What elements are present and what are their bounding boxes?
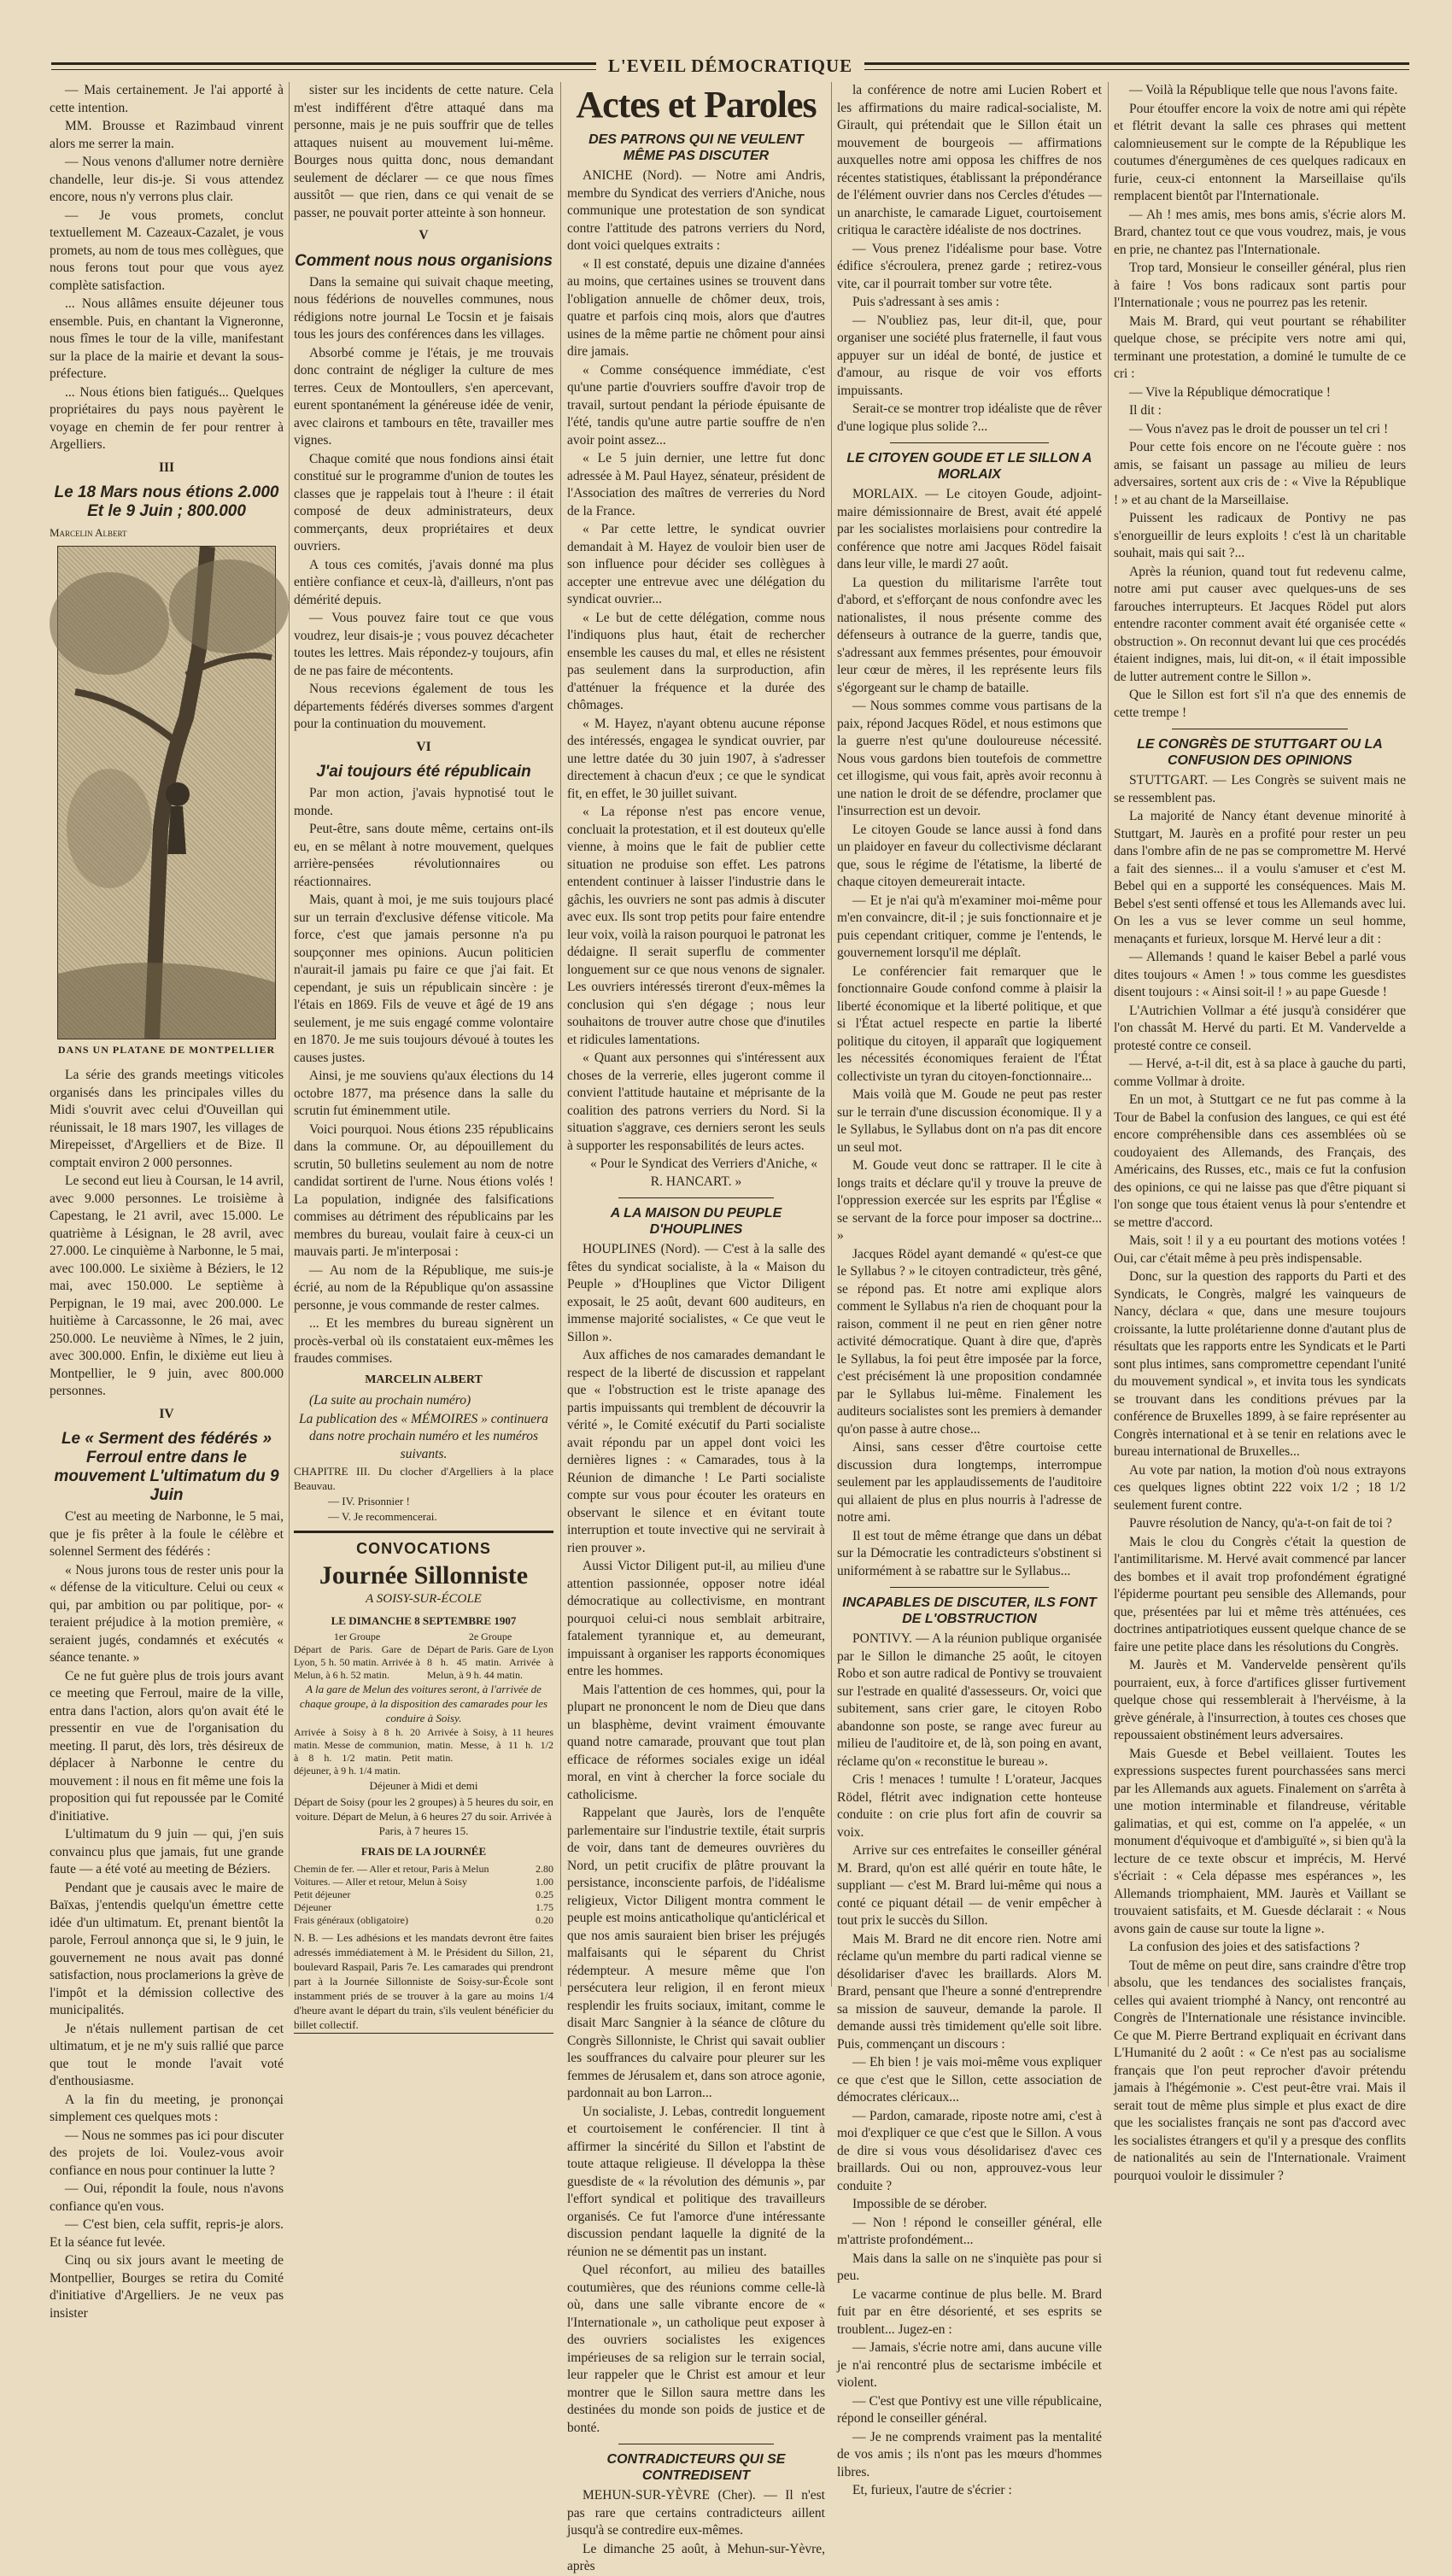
paragraph: A la fin du meeting, je prononçai simplement ces quelques mots : — [50, 2092, 284, 2124]
paragraph: La confusion des joies et des satisfactions ? — [1129, 1940, 1360, 1954]
section-number: III — [158, 460, 175, 475]
author-signature: MARCELIN ALBERT — [365, 1373, 483, 1386]
frais-row — [294, 1901, 553, 1914]
paragraph: — Nous venons d'allumer notre dernière chandelle, leur dis-je. Si vous attendez encore, nous n'y verrons plus clair. — [50, 155, 284, 204]
big-title: Actes et Paroles — [576, 84, 817, 126]
paragraph: La question du militarisme l'arrête tout d'abord, et s'efforçant de nous confondre avec les nationalistes, il nous présente comme des défenseurs à outrance de la guerre, tandis que, s'adressant aux femmes présentes, pour émouvoir leur cœur de mères, il les représente leurs fils s'égorgeant sur le champ de bataille. — [837, 575, 1102, 695]
section-heading: Comment nous nous organisions — [295, 251, 553, 270]
frais-row — [294, 1863, 553, 1876]
article-heading: LE CITOYEN GOUDE ET LE SILLON A MORLAIX — [846, 451, 1092, 482]
group-details: Départ de Paris. Gare de Lyon 8 h. 45 matin. Arrivée à Melun, à 9 h. 44 matin. — [427, 1642, 553, 1681]
paragraph: Mais M. Brard, qui veut pourtant se réhabiliter quelque chose, se précipite vers notre ami qui, terminant une protestation, a dominé le tumulte de ce cri : — [1114, 313, 1406, 381]
article-heading: LE CONGRÈS DE STUTTGART OU LA CONFUSION DES OPINIONS — [1137, 737, 1383, 768]
paragraph: — N'oubliez pas, leur dit-il, que, pour organiser une société plus fraternelle, il faut vous appuyer sur un idéal de bonté, de justice et d'amour, au risque de voir vos efforts impuissants. — [837, 313, 1102, 398]
group-details: Départ de Paris. Gare de Lyon, 5 h. 50 matin. Arrivée à Melun, à 6 h. 52 matin. — [294, 1642, 420, 1681]
paragraph: PONTIVY. — A la réunion publique organisée par le Sillon le dimanche 25 août, le citoyen Robo et son autre radical de Pontivy se trouvaient sur l'estrade en qualité d'assesseurs. Or, voici que subitement, sans crier gare, le citoyen Robo abandonne son poste, se range avec fureur au milieu de l'auditoire et, de là, son poing en avant, réclame qu'on « reconstitue le bureau ». — [837, 1631, 1102, 1769]
paragraph: « M. Hayez, n'ayant obtenu aucune réponse des intéressés, engagea le syndicat ouvrier, par une lettre datée du 30 juin 1907, à s'adresser directement à chacun d'eux ; ce que le syndicat fit, en effet, le 30 juillet suivant. — [567, 716, 825, 801]
article-heading: A LA MAISON DU PEUPLE D'HOUPLINES — [610, 1206, 782, 1237]
paragraph: Par mon action, j'avais hypnotisé tout le monde. — [294, 786, 553, 818]
col1-top — [50, 82, 284, 454]
separator-rule — [618, 1197, 773, 1198]
paragraph: Mais l'attention de ces hommes, qui, pour la plupart ne prononcent le nom de Dieu que dans un blasphème, devint vraiment émouvante quand notre camarade, prouvant que tout plan efficace de réformes sociales exige un idéal moral, en vint à chercher la force sociale du catholicisme. — [567, 1682, 825, 1802]
groups-schedule — [294, 1630, 553, 1682]
article-heading: DES PATRONS QUI NE VEULENT MÊME PAS DISCUTER — [588, 132, 804, 163]
paragraph: Mais le clou du Congrès c'était la question de l'antimilitarisme. M. Hervé avait commencé par lancer des bombes et il avait trop profondément égratigné l'épiderme pourtant peu sensible des Allemands, pour que, présentées par lui et même très atténuées, ces doctrines antipatriotiques eussent quelque chance de se faire une petite place dans les résolutions du Congrès. — [1114, 1534, 1406, 1654]
paragraph: Peut-être, sans doute même, certains ont-ils eu, en se mêlant à notre mouvement, quelques arrière-pensées révolutionnaires ou réactionnaires. — [294, 822, 553, 889]
engraving-illustration — [57, 546, 276, 1039]
paragraph: M. Jaurès et M. Vandervelde pensèrent qu'ils pourraient, eux, à force d'artifices glisser furtivement quelque chose qui ressemblerait à l'hervéisme, à la grève générale, à l'insurrection, à toutes ces choses que repoussaient obstinément leurs adversaires. — [1114, 1658, 1406, 1742]
group-title: 2e Groupe — [468, 1630, 512, 1642]
column-4 — [837, 82, 1102, 2497]
paragraph: « La réponse n'est pas encore venue, concluait la protestation, et il est douteux qu'elle vienne, à moins que le fait de publier cette situation ne produise son effet. Les patrons entendent continuer à laisser l'industrie dans le gâchis, les ouvriers ne sont pas admis à discuter avec eux. Ils sont trop petits pour faire entendre leur voix, voilà la raison pourquoi le patronat les dédaigne. Il serait superflu de commenter longuement sur ce que nous venons de signaler. Les ouvriers intéressés tireront d'eux-mêmes la conclusion qui s'en dégage ; nous leur souhaitons de trouver autre chose que d'inutiles et ridicules lamentations. — [567, 805, 825, 1047]
paragraph: ... Nous étions bien fatigués... Quelques propriétaires du pays nous payèrent le voyage en chemin de fer pour rentrer à Argelliers. — [50, 384, 284, 452]
chapter-line: CHAPITRE III. Du clocher d'Argelliers à la place Beauvau. — [294, 1465, 553, 1492]
paragraph: ... Nous allâmes ensuite déjeuner tous ensemble. Puis, en chantant la Vigneronne, nous fîmes le tour de la ville, manifestant sur la place de la mairie et devant la sous-préfecture. — [50, 296, 284, 381]
paragraph: STUTTGART. — Les Congrès se suivent mais ne se ressemblent pas. — [1114, 773, 1406, 805]
paragraph: Aux affiches de nos camarades demandant le respect de la liberté de discussion et rappelant que « l'obstruction est le triste apanage des partis impuissants qui tremblent de découvrir la vérité », le Comité exécutif du Parti socialiste avait répondu par un appel dont voici les dernières lignes : « Camarades, tous à la Réunion de dimanche ! Le Parti socialiste compte sur vous pour écouter les orateurs en observant le silence et en évitant toute interruption et toute invective qui ne servirait à rien prouver ». — [567, 1348, 825, 1555]
frais-row — [294, 1914, 553, 1927]
paragraph: Pour cette fois encore on ne l'écoute guère : nos amis, se faisant un passage au milieu de leurs adversaires, sortent aux cris de : « Vive la République ! » et au chant de la Marseillaise. — [1114, 440, 1406, 507]
column-3 — [567, 82, 825, 2573]
journee-date: LE DIMANCHE 8 SEPTEMBRE 1907 — [331, 1614, 517, 1627]
arrival-1: Arrivée à Soisy à 8 h. 20 matin. Messe de communion, à 8 h. 1/2 matin. Petit déjeuner, à 9 h. 1/4 matin. — [294, 1725, 420, 1777]
frais-label: Voitures. — Aller et retour, Melun à Soisy — [294, 1875, 467, 1888]
paragraph: L'ultimatum du 9 juin — qui, j'en suis convaincu plus que jamais, fut une grande faute — a été voté au meeting de Béziers. — [50, 1827, 284, 1876]
masthead-rule-right — [864, 62, 1409, 70]
paragraph: Pauvre résolution de Nancy, qu'a-t-on fait de toi ? — [1129, 1516, 1392, 1531]
article-heading: INCAPABLES DE DISCUTER, ILS FONT DE L'OBSTRUCTION — [842, 1595, 1097, 1626]
paragraph: MEHUN-SUR-YÈVRE (Cher). — Il n'est pas rare que certains contradicteurs aillent jusqu'à se contredire eux-mêmes. — [567, 2488, 825, 2538]
masthead — [51, 55, 1409, 77]
frais-value: 0.20 — [536, 1913, 553, 1926]
continuation-note: (La suite au prochain numéro) — [309, 1393, 471, 1408]
paragraph: Ainsi, je me souviens qu'aux élections du 14 octobre 1877, ma présence dans la salle du scrutin fut éminemment utile. — [294, 1068, 553, 1118]
journee-title: Journée Sillonniste — [319, 1560, 529, 1590]
paragraph: M. Goude veut donc se rattraper. Il le cite à longs traits et déclare qu'il y trouve la preuve de l'oppression exercée sur les esprits par l'Église « se servant de la force pour imposer sa doctrine... » — [837, 1158, 1102, 1243]
column-divider — [831, 82, 832, 1987]
paragraph: Il dit : — [1129, 403, 1162, 418]
paragraph: A tous ces comités, j'avais donné ma plus entière confiance et ceux-là, d'ailleurs, n'ont pas démérité depuis. — [294, 557, 553, 607]
paragraph: Rappelant que Jaurès, lors de l'enquête parlementaire sur l'industrie textile, était surpris de voir, dans tant de demeures ouvrières du Nord, un petit crucifix de plâtre prouvant la persistance, inconsciente parfois, de l'idéalisme religieux, Victor Diligent montra comment le peuple est moins anticatholique qu'anticlérical et que nos amis sauraient bien briser les préjugés malfaisants qui le séparent du Christ rédempteur. A mesure même que l'on persécutera leur religion, il en feront mieux resplendir les fruits sociaux, imitant, comme le disait Marc Sangnier à la séance de clôture du Congrès Sillonniste, le Christ qui savait oublier les souffrances du calvaire pour pleurer sur les femmes de Jérusalem et, dans son atroce agonie, pardonnait au bon Larron... — [567, 1806, 825, 2100]
melun-note: A la gare de Melun des voitures seront, à l'arrivée de chaque groupe, à la disposition des camarades pour les conduire à Soisy. — [299, 1682, 548, 1724]
paragraph: — Vive la République démocratique ! — [1129, 384, 1331, 400]
paragraph: Trop tard, Monsieur le conseiller général, plus rien à faire ! Vos bons radicaux sont partis pour l'Internationale ; vous ne pourrez pas les retenir. — [1114, 261, 1406, 310]
paragraph: — Ah ! mes amis, mes bons amis, s'écrie alors M. Brard, chantez tout ce que vous voudrez, mais, je vous en prie, ne chantez pas l'Internationale. — [1114, 207, 1406, 257]
section-heading: Le « Serment des fédérés » Ferroul entre dans le mouvement L'ultimatum du 9 Juin — [54, 1430, 279, 1504]
paragraph: « Le but de cette délégation, comme nous l'indiquons plus haut, était de rechercher ensemble les causes du mal, et elles ne résistent pas seulement dans la surproduction, afin d'atténuer la fréquence et la durée des chômages. — [567, 610, 825, 712]
paragraph: Il est tout de même étrange que dans un débat sur la Démocratie les contradicteurs s'obstinent si uniformément à se rabattre sur le Syllabus... — [837, 1528, 1102, 1578]
paragraph: Nous recevions également de tous les départements fédérés diverses sommes d'argent pour la continuation du mouvement. — [294, 682, 553, 731]
paragraph: Serait-ce se montrer trop idéaliste que de rêver d'une logique plus solide ?... — [837, 401, 1102, 434]
paragraph: — Mais certainement. Je l'ai apporté à cette intention. — [50, 83, 284, 115]
paragraph: Jacques Rödel ayant demandé « qu'est-ce que le Syllabus ? » le citoyen contradicteur, très gêné, se répond pas. Et notre ami explique alors comment le Syllabus n'a rien de choquant pour la raison, comment il ne peut en rien gêner notre activité démocratique. Quant à dire que, d'après le Syllabus, la foi peut être imposée par la force, c'est précisément là une proposition condamnée par le Syllabus lui-même. Finalement les auditeurs socialistes sont les premiers à demander qu'on passe à autre chose... — [837, 1246, 1102, 1437]
chapter-line: — V. Je recommencerai. — [328, 1510, 437, 1523]
frais-row — [294, 1888, 553, 1901]
paragraph: « Il est constaté, depuis une dizaine d'années au moins, que certaines usines se trouvent dans l'obligation annuelle de chômer deux, trois, quatre et parfois cinq mois, alors que d'autres usines de la même partie ne chôment pour ainsi dire jamais. — [567, 256, 825, 359]
signature: « Pour le Syndicat des Verriers d'Aniche, « R. HANCART. » — [590, 1156, 817, 1189]
paragraph: Le dimanche 25 août, à Mehun-sur-Yèvre, après — [567, 2541, 825, 2573]
paragraph: Le conférencier fait remarquer que le fonctionnaire Goude confond comme à plaisir la liberté économique et la liberté politique, et que si l'État actuel respecte en partie la liberté politique du citoyen, il apparaît que logiquement les nécessités économiques feraient de l'État collectiviste un tyran du citoyen-fonctionnaire... — [837, 963, 1102, 1084]
frais-label: Chemin de fer. — Aller et retour, Paris à Melun — [294, 1862, 489, 1875]
section-number: VI — [416, 739, 431, 754]
section-heading: J'ai toujours été républicain — [316, 763, 531, 781]
paragraph: — Je ne comprends vraiment pas la mentalité de vos amis ; ils n'ont pas les mœurs d'hommes libres. — [837, 2429, 1102, 2479]
column-divider — [289, 82, 290, 1987]
separator-rule — [890, 1587, 1049, 1588]
frais-label: Frais généraux (obligatoire) — [294, 1913, 408, 1926]
frais-value: 0.25 — [536, 1888, 553, 1900]
paragraph: Je n'étais nullement partisan de cet ultimatum, et je ne m'y suis rallié que parce que tout le monde l'avait voté d'enthousiasme. — [50, 2021, 284, 2088]
paragraph: MM. Brousse et Razimbaud vinrent alors me serrer la main. — [50, 119, 284, 151]
paragraph: Mais, quant à moi, je me suis toujours placé sur un terrain d'exclusive défense viticole. Ma force, c'est que jamais personne n'a pu soupçonner mes opinions. Aucun politicien n'aurait-il jamais pu faire ce que j'ai fait. Et cependant, je suis un républicain sincère : je l'étais en 1869. Fils de veuve et âgé de 19 ans seulement, je me suis engagé comme volontaire en 1870. Je me suis toujours dévoué à toutes les causes justes. — [294, 893, 553, 1065]
paragraph: C'est au meeting de Narbonne, le 5 mai, que je fis prêter à la foule le célèbre et solennel Serment des fédérés : — [50, 1509, 284, 1559]
masthead-rule-left — [51, 62, 596, 70]
paragraph: — Et je n'ai qu'à m'examiner moi-même pour m'en convaincre, dit-il ; je suis fonctionnaire et je puis cependant critiquer, comme je l'entends, le gouvernement lorsqu'il me déplaît. — [837, 893, 1102, 960]
frais-row — [294, 1876, 553, 1888]
paragraph: Après la réunion, quand tout fut redevenu calme, notre ami put causer avec quelques-uns de ses farouches interrupteurs. Et Jacques Rödel put alors entendre raconter comment avait été organisée cette « obstruction ». On reconnut devant lui que ces procédés étaient indignes, mais, lui dit-on, « il était impossible de lutter autrement contre le Sillon ». — [1114, 564, 1406, 684]
paragraph: ... Et les membres du bureau signèrent un procès-verbal où ils constataient eux-mêmes les fraudes commises. — [294, 1316, 553, 1366]
paragraph: Au vote par nation, la motion d'où nous extrayons ces quelques lignes obtint 222 voix 1/2 ; 18 1/2 seulement furent contre. — [1114, 1462, 1406, 1513]
paragraph: Mais M. Brard ne dit encore rien. Notre ami réclame qu'un membre du parti radical vienne se désolidariser d'avec les braillards. Alors M. Brard, pensant que l'heure a sonné d'entreprendre sa mission de sauveur, demande la parole. Il demande aussi très timidement qu'elle soit libre. Puis, commençant un discours : — [837, 1931, 1102, 2052]
group-1 — [294, 1630, 420, 1682]
paragraph: Et, furieux, l'autre de s'écrier : — [852, 2483, 1012, 2497]
paragraph: — Je vous promets, conclut textuellement M. Cazeaux-Cazalet, je vous promets, au nom de tous mes collègues, que nous ferons tout pour que vous ayez complète satisfaction. — [50, 208, 284, 293]
paragraph: — Nous ne sommes pas ici pour discuter des projets de loi. Voulez-vous avoir confiance en nous pour continuer la lutte ? — [50, 2128, 284, 2178]
paragraph: Ainsi, sans cesser d'être courtoise cette discussion dura longtemps, interrompue seulement par les applaudissements de l'auditoire qui allaient de plus en plus nourris à l'adresse de notre ami. — [837, 1440, 1102, 1525]
paragraph: — C'est bien, cela suffit, repris-je alors. Et la séance fut levée. — [50, 2217, 284, 2250]
paragraph: Que le Sillon est fort s'il n'a que des ennemis de cette trempe ! — [1114, 688, 1406, 720]
paragraph: — Vous pouvez faire tout ce que vous voudrez, leur disais-je ; vous pouvez décacheter toutes les lettres. Mais répondez-y toujours, afin de ne pas faire de mécontents. — [294, 611, 553, 678]
paragraph: Puissent les radicaux de Pontivy ne pas s'enorgueillir de leurs exploits ! c'est là un charitable souhait, mais qui sait ?... — [1114, 511, 1406, 560]
paragraph: — Eh bien ! je vais moi-même vous expliquer ce que c'est que le Sillon, cette association de démocrates cléricaux... — [837, 2055, 1102, 2105]
column-2 — [294, 82, 553, 2031]
paragraph: Tout de même on peut dire, sans craindre d'être trop absolu, que les tendances des socialistes français, celles qui avaient triomphé à Nancy, ont rencontré au Congrès de l'Internationale une résistance invincible. Ce que M. Pierre Bertrand expliquait en écrivant dans L'Humanité du 2 août : « Ce n'est pas au socialisme français que l'on peut reprocher d'avoir prétendu jamais à l'hégémonie ». C'est peut-être vrai. Mais il serait tout de même plus simple et plus exact de dire que les socialistes français ne sont pas d'accord avec les socialistes étrangers et qu'il y a presque des conflits de nationalités au sein de l'Internationale. Vraiment pourquoi vouloir le dissimuler ? — [1114, 1958, 1406, 2183]
nb-note: N. B. — Les adhésions et les mandats devront être faites adressés immédiatement à M. le Président du Sillon, 21, boulevard Raspail, Paris 7e. Les camarades qui prendront part à la Journée Sillonniste de Soisy-sur-École sont instamment priés de se trouver à la gare au moins 1/4 d'heure avant le départ du train, s'ils veulent bénéficier du billet collectif. — [294, 1930, 553, 2031]
paragraph: En un mot, à Stuttgart ce ne fut pas comme à la Tour de Babel la confusion des langues, ce qui est été encore compréhensible dans ces assemblées où se coudoyaient des Allemands, des Français, des Américains, des Russes, etc., mais ce fut la confusion des opinions, ce qui ne laisse pas que d'être piquant si l'on songe que tous étaient venus là pour s'entendre et se mettre d'accord. — [1114, 1092, 1406, 1230]
paragraph: Pour étouffer encore la voix de notre ami qui répète et flétrit devant la salle ces phrases qui mettent calomnieusement sur le compte de la République les coutumes d'énergumènes de ces quelques radicaux en furie, ceux-ci entonnent la Marseillaise qu'ils remplacent bientôt par l'Internationale. — [1114, 101, 1406, 203]
paragraph: Absorbé comme je l'étais, je me trouvais donc contraint de négliger la culture de mes terres. Ceux de Montoullers, s'en apercevant, eurent spontanément la généreuse idée de venir, avec clairons et tambours en tête, travailler mes vignes. — [294, 345, 553, 448]
section-number: IV — [159, 1406, 174, 1421]
departure-line: Départ de Soisy (pour les 2 groupes) à 5 heures du soir, en voiture. Départ de Melun, à 6 heures 27 du soir. Arrivée à Paris, à 7 heures 15. — [294, 1795, 553, 1837]
section-number: V — [419, 228, 429, 243]
illustration-caption: DANS UN PLATANE DE MONTPELLIER — [57, 1043, 276, 1056]
paragraph: Donc, sur la question des rapports du Parti et des Syndicats, le Congrès, malgré les vainqueurs de Nancy, déclara « que, dans une mesure toujours croissante, la lutte prolétarienne donne d'autant plus de résultats que les rapports entre les Syndicats et le Parti sont plus intimes, sans compromettre cependant l'unité du mouvement syndical », et invita tous les syndicats se trouvant dans les conditions prévues par la conférence de Bruxelles 1899, à se faire représenter au Congrès international et à se tenir en relations avec le bureau international de Bruxelles... — [1114, 1269, 1406, 1459]
lunch-line: Déjeuner à Midi et demi — [369, 1778, 478, 1792]
column-1 — [50, 82, 284, 2321]
paragraph: HOUPLINES (Nord). — C'est à la salle des fêtes du syndicat socialiste, à la « Maison du Peuple » d'Houplines que Victor Diligent exposait, le 25 août, devant 600 auditeurs, en immense majorité socialistes, « Ce que veut le Sillon ». — [567, 1242, 825, 1344]
paragraph: Mais Guesde et Bebel veillaient. Toutes les expressions suspectes furent pourchassées sans merci par les Allemands aux aguets. Finalement on s'arrêta à une motion interminable et filandreuse, véritable galimatias, et qui est, comme on l'a appelée, « un monument d'équivoque et d'ambiguïté », si bien qu'à la lecture de ce texte obscur et imprécis, M. Hervé s'écriait : « Cela dépasse mes espérances », les Allemands triomphaient, MM. Jaurès et Vaillant se trouvaient satisfaits, et M. Guesde déclarait : « Nous avons gain de cause sur toute la ligne ». — [1114, 1746, 1406, 1936]
paragraph: — Vous prenez l'idéalisme pour base. Votre édifice s'écroulera, prenez garde ; retirez-vous vite, car il pourrait tomber sur votre tête. — [837, 241, 1102, 291]
paragraph: La majorité de Nancy étant devenue minorité à Stuttgart, M. Jaurès en a profité pour rester un peu dans l'ombre afin de ne pas se compromettre M. Hervé a fait des siennes... il a voulu s'amuser et c'est M. Bebel qui en a supporté les conséquences. Mais M. Bebel s'est senti offensé et tous les Allemands avec lui. On les a vus se lever comme un seul homme, menaçants et furieux, lorsque M. Hervé leur a dit : — [1114, 809, 1406, 946]
paragraph: « Nous jurons tous de rester unis pour la « défense de la viticulture. Celui ou ceux « qui, par ambition ou par politique, por- « teraient préjudice à la motion première, « seraient jugés, condamnés et exécutés « séance tenante. » — [50, 1562, 284, 1665]
column-divider — [560, 82, 561, 1987]
paragraph: — Vous n'avez pas le droit de pousser un tel cri ! — [1129, 421, 1389, 436]
frais-value: 1.75 — [536, 1900, 553, 1913]
group-2 — [427, 1630, 553, 1682]
paragraph: Mais, soit ! il y a eu pourtant des motions votées ! Oui, car c'était même à peu près indispensable. — [1114, 1233, 1406, 1266]
paragraph: Aussi Victor Diligent put-il, au milieu d'une attention passionnée, opposer notre idéal démocratique au collectivisme, en montrant pourquoi celui-ci nous semblait arbitraire, fatalement tyrannique et, au demeurant, impuissant à organiser les rapports économiques entre les hommes. — [567, 1559, 825, 1678]
paragraph: — Pardon, camarade, riposte notre ami, c'est à moi d'expliquer ce que c'est que le Sillon. A vous de dire si vous vous désolidarisez d'avec ces braillards. Oui ou non, approuvez-vous leur conduite ? — [837, 2108, 1102, 2193]
separator-rule — [890, 442, 1049, 443]
paragraph: MORLAIX. — Le citoyen Goude, adjoint-maire démissionnaire de Brest, avait été appelé par les socialistes morlaisiens pour contredire la conférence que notre ami Jacques Rödel faisait dans leur ville, le mardi 27 août. — [837, 487, 1102, 571]
paragraph: Mais dans la salle on ne s'inquiète pas pour si peu. — [837, 2251, 1102, 2283]
paragraph: Le vacarme continue de plus belle. M. Brard fuit par en être désorienté, et ses esprits se troublent... Jugez-en : — [837, 2286, 1102, 2337]
paragraph: L'Autrichien Vollmar a été jusqu'à considérer que l'on chassât M. Hervé du parti. Et M. Vandervelde a protesté contre ce conseil. — [1114, 1003, 1406, 1053]
paragraph: — Non ! répond le conseiller général, elle m'attriste profondément... — [837, 2215, 1102, 2247]
paragraph: La série des grands meetings viticoles organisés dans les principales villes du Midi s'ouvrit avec celui d'Ouveillan qui réunissait, le 18 mars 1907, les villages de Mirepeisset, d'Argelliers et de Bize. Il comptait environ 2 000 personnes. — [50, 1068, 284, 1170]
paragraph: « Par cette lettre, le syndicat ouvrier demandait à M. Hayez de vouloir bien user de son influence pour décider ses collègues à accepter une entrevue avec une délégation du syndicat ouvrier... — [567, 522, 825, 606]
frais-label: Petit déjeuner — [294, 1888, 351, 1900]
section-heading: Le 18 Mars nous étions 2.000 Et le 9 Juin ; 800.000 — [54, 483, 279, 520]
paragraph: Chaque comité que nous fondions ainsi était constitué sur le programme d'union de toutes les classes que je rappelais tout à l'heure : il était composé de deux administrateurs, deux commerçants, deux propriétaires et deux ouvriers. — [294, 451, 553, 553]
paragraph: Mais voilà que M. Goude ne peut pas rester sur le terrain d'une discussion économique. Il y a le Syllabus, le Syllabus dont on n'a pas dit encore un seul mot. — [837, 1087, 1102, 1155]
paragraph: Quel réconfort, au milieu des batailles coutumières, que des réunions comme celle-là où, dans une salle vibrante encore de « l'Internationale », un catholique peut exposer à des ouvriers socialistes les exigences impérieuses de sa religion sur le terrain social, leur rappeler que le Christ est amour et leur montrer que le Sillon saura mettre dans les destinées du monde son poids de justice et de bonté. — [567, 2263, 825, 2435]
paragraph: sister sur les incidents de cette nature. Cela m'est indifférent d'être attaqué dans ma personne, mais je ne puis souffrir que de telles attaques nuisent au mouvement lui-même. Bourges nous quitta donc, nous demandant seulement de déclarer — ce que nous fîmes aussitôt — que rien, dans ce qui venait de se passer, ne pouvait porter atteinte à son honneur. — [294, 83, 553, 220]
convocations-box — [294, 1531, 553, 2034]
paragraph: « Quant aux personnes qui s'intéressent aux choses de la verrerie, elles jugeront comme il convient l'attitude hautaine et méprisante de la coalition des patrons verriers du Nord. Si la situation s'aggrave, ces derniers seront les seuls à supporter les responsabilités de leurs actes. — [567, 1051, 825, 1153]
paragraph: — Jamais, s'écrie notre ami, dans aucune ville je n'ai rencontré plus de sectarisme imbécile et violent. — [837, 2340, 1102, 2390]
arrival-schedule — [294, 1726, 553, 1777]
paragraph: « Comme conséquence immédiate, c'est qu'une partie d'ouvriers souffre d'avoir trop de travail, surtout pendant la période épuisante de l'été, tandis qu'une autre partie souffre de n'en avoir point assez... — [567, 362, 825, 448]
paragraph: — Nous sommes comme vous partisans de la paix, répond Jacques Rödel, et nous estimons que la guerre n'est qu'une douloureuse nécessité. Nous vous gardons bien toutefois de commettre cet illogisme, qui vous fait, après avoir reconnu à une nation le droit de se défendre, proclamer que l'insurrection est un devoir. — [837, 699, 1102, 818]
paragraph: Cinq ou six jours avant le meeting de Montpellier, Bourges se retira du Comité d'initiative d'Argelliers. Je ne veux pas insister — [50, 2253, 284, 2321]
paragraph: Pendant que je causais avec le maire de Baïxas, j'entendis quelqu'un émettre cette idée d'un ultimatum. Et, prenant bientôt la parole, Ferroul annonça que si, le 9 juin, le gouvernement ne nous avait pas donné satisfaction, nous proclamerions la grève de l'impôt et la démission collective des municipalités. — [50, 1880, 284, 2017]
paragraph: Un socialiste, J. Lebas, contredit longuement et courtoisement le conférencier. Il tint à affirmer la sincérité du Sillon et l'abstint de toute attaque religieuse. Il développa la thèse guesdiste de « la révolution des démunis », par l'effort syndical et politique des travailleurs organisés. Ce fut l'amorce d'une intéressante discussion pendant laquelle la dignité de la réunion ne se démentit pas un instant. — [567, 2104, 825, 2259]
frais-value: 1.00 — [536, 1875, 553, 1888]
paragraph: — C'est que Pontivy est une ville républicaine, répond le conseiller général. — [837, 2393, 1102, 2426]
paragraph: — Oui, répondit la foule, nous n'avons confiance qu'en vous. — [50, 2181, 284, 2214]
paragraph: — Au nom de la République, me suis-je écrié, au nom de la République qu'on assassine personne, je vous commande de rester calmes. — [294, 1262, 553, 1313]
paragraph: Cris ! menaces ! tumulte ! L'orateur, Jacques Rödel, flétrit avec indignation cette honteuse conduite : on crie plus fort afin de couvrir sa voix. — [837, 1772, 1102, 1840]
paragraph: Le second eut lieu à Coursan, le 14 avril, avec 9.000 personnes. Le troisième à Capestang, le 21 avril, avec 15.000. Le quatrième à Lésignan, le 28 avril, avec 27.000. Le cinquième à Narbonne, le 5 mai, avec 100.000. Le sixième à Béziers, le 12 mai, avec 150.000. Le septième à Perpignan, le 19 mai, avec 200.000. Le huitième à Carcassonne, le 26 mai, avec 250.000. Le neuvième à Nîmes, le 2 juin, avec 300.000. Enfin, le dixième eut lieu à Montpellier, le 9 juin, avec 800.000 personnes. — [50, 1174, 284, 1398]
paragraph: ANICHE (Nord). — Notre ami Andris, membre du Syndicat des verriers d'Aniche, nous communique une protestation de son syndicat contre l'attitude des patrons verriers du Nord, dont voici quelques extraits : — [567, 168, 825, 253]
article-heading: CONTRADICTEURS QUI SE CONTREDISENT — [606, 2452, 786, 2483]
paragraph: Puis s'adressant à ses amis : — [852, 295, 999, 309]
paragraph: — Voilà la République telle que nous l'avons faite. — [1129, 83, 1398, 97]
paragraph: Arrive sur ces entrefaites le conseiller général M. Brard, qu'on est allé quérir en toute hâte, le suppliant — c'est M. Brard lui-même qui nous a conté ce piquant détail — de venir empêcher à tout prix le succès du Sillon. — [837, 1843, 1102, 1928]
paragraph: Impossible de se dérober. — [852, 2197, 987, 2211]
paragraph: Ce ne fut guère plus de trois jours avant ce meeting que Ferroul, maire de la ville, entra dans l'action, alors qu'on avait été le pressentir en vue de l'organisation du meeting. Il parut, dès lors, très désireux de déplacer à Narbonne le centre du mouvement : il nous en fit même une fois la proposition qui fut repoussée par le Comité d'initiative. — [50, 1668, 284, 1824]
chapter-line: — IV. Prisonnier ! — [328, 1495, 410, 1508]
convocations-title: CONVOCATIONS — [356, 1540, 491, 1557]
column-divider — [1108, 82, 1109, 1987]
paragraph: — Allemands ! quand le kaiser Bebel a parlé vous dites toujours « Amen ! » tous comme les guesdistes disent toujours : « Ainsi soit-il ! » au pape Guesde ! — [1114, 950, 1406, 999]
frais-value: 2.80 — [536, 1862, 553, 1875]
paragraph: la conférence de notre ami Lucien Robert et les affirmations du maire radical-socialiste, M. Girault, qui prétendait que le Sillon était un mouvement de bourgeois — affirmations auxquelles notre ami opposa les chiffres de nos récentes statistiques, établissant la prépondérance de l'élément ouvrier dans nos Cercles d'études — un anarchiste, le camarade Liguet, courtoisement critiqua le caractère idéaliste de nos doctrines. — [837, 83, 1102, 237]
paragraph: — Hervé, a-t-il dit, est à sa place à gauche du parti, comme Vollmar à droite. — [1114, 1057, 1406, 1089]
frais-label: Déjeuner — [294, 1900, 331, 1913]
column-5 — [1114, 82, 1406, 2183]
frais-title: FRAIS DE LA JOURNÉE — [360, 1845, 487, 1858]
arrival-2: Arrivée à Soisy, à 11 heures matin. Messe, à 11 h. 1/2 matin. — [427, 1725, 553, 1764]
paragraph: « Le 5 juin dernier, une lettre fut donc adressée à M. Paul Hayez, sénateur, président de l'Association des maîtres de verreries du Nord de la France. — [567, 451, 825, 518]
plane-tree-engraving — [58, 547, 275, 1039]
paragraph: Voici pourquoi. Nous étions 235 républicains dans la commune. Or, au dépouillement du scrutin, 50 bulletins seulement au nom de notre candidat sortirent de l'urne. Nous étions volés ! La population, indignée des falsifications commises au détriment des républicains par les membres du bureau, voulait faire à ceux-ci un mauvais parti. Je m'interposai : — [294, 1121, 553, 1259]
masthead-title: L'EVEIL DÉMOCRATIQUE — [607, 55, 853, 76]
illustration-credit: Marcelin Albert — [50, 526, 127, 539]
group-title: 1er Groupe — [333, 1630, 381, 1642]
paragraph: Le citoyen Goude se lance aussi à fond dans un plaidoyer en faveur du collectivisme déclarant que, sous le régime de l'étatisme, la liberté de chaque citoyen demeurerait intacte. — [837, 822, 1102, 889]
memoires-note: La publication des « MÉMOIRES » continuera dans notre prochain numéro et les numéros suivants. — [299, 1411, 548, 1461]
journee-place: A SOISY-SUR-ÉCOLE — [366, 1591, 482, 1606]
paragraph: Dans la semaine qui suivait chaque meeting, nous fédérions de nouvelles communes, nous rédigions notre journal Le Tocsin et je faisais tous les jours des conférences dans les villages. — [294, 274, 553, 342]
